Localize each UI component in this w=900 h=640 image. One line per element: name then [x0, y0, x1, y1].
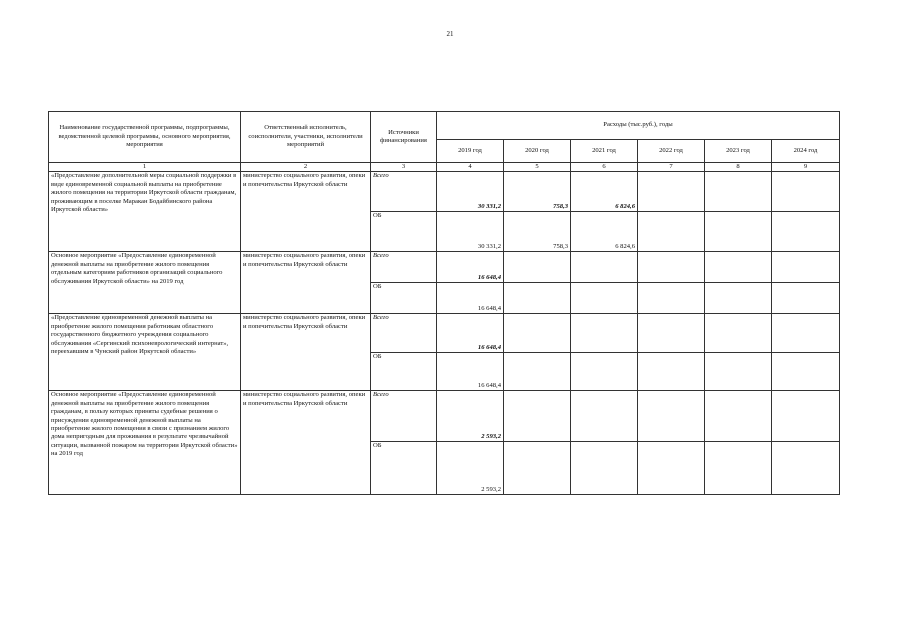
expense-cell: 758,3 [504, 172, 571, 212]
header-year: 2021 год [571, 140, 638, 163]
column-number: 9 [772, 163, 840, 172]
expense-cell [705, 252, 772, 283]
expense-cell [705, 442, 772, 495]
table-body [49, 172, 840, 495]
expense-cell [705, 391, 772, 442]
expense-cell [571, 283, 638, 314]
expense-cell [638, 391, 705, 442]
header-year: 2024 год [772, 140, 840, 163]
column-number: 1 [49, 163, 241, 172]
expense-cell: 16 648,4 [437, 252, 504, 283]
expense-cell [772, 283, 840, 314]
program-description: «Предоставление единовременной денежной выплаты на приобретение жилого помещения работникам областного государственного бюджетного учреждения социального обслуживания «Сергинский психоневрологический интернат», переехавшим в Чунский район Иркутской области» [49, 314, 241, 391]
funding-source-cell: ОБ [371, 212, 437, 252]
expense-cell: 16 648,4 [437, 283, 504, 314]
expense-cell [571, 442, 638, 495]
expense-cell [705, 353, 772, 391]
expense-cell [772, 442, 840, 495]
header-source: Источники финансирования [371, 112, 437, 163]
column-number: 5 [504, 163, 571, 172]
expense-cell [638, 353, 705, 391]
expense-cell [504, 442, 571, 495]
header-expenses: Расходы (тыс.руб.), годы [437, 112, 840, 140]
column-number: 3 [371, 163, 437, 172]
expense-cell [772, 252, 840, 283]
header-year: 2020 год [504, 140, 571, 163]
column-number: 7 [638, 163, 705, 172]
expense-cell [571, 391, 638, 442]
program-description: Основное мероприятие «Предоставление единовременной денежной выплаты на приобретение жилого помещения гражданам, в пользу которых приняты судебные решения о присуждении единовременной денежной выплаты на приобретение жилого помещения в связи с признанием жилого дома непригодным для проживания в результате чрезвычайной ситуации, вызванной пожаром на территории Иркутской области» на 2019 год [49, 391, 241, 495]
budget-table [48, 111, 840, 495]
expense-cell [772, 353, 840, 391]
expense-cell [705, 314, 772, 353]
header-executor: Ответственный исполнитель, соисполнители, участники, исполнители мероприятий [241, 112, 371, 163]
program-description: «Предоставление дополнительной меры социальной поддержки в виде единовременной социальной выплаты на приобретение жилого помещения на территории Иркутской области гражданам, проживающим в поселке Маракан Бодайбинского района Иркутской области» [49, 172, 241, 252]
executor-cell: министерство социального развития, опеки и попечительства Иркутской области [241, 172, 371, 252]
header-name: Наименование государственной программы, подпрограммы, ведомственной целевой программы, основного мероприятия, мероприятия [49, 112, 241, 163]
funding-source-cell: ОБ [371, 353, 437, 391]
table-row [49, 172, 840, 212]
executor-cell: министерство социального развития, опеки и попечительства Иркутской области [241, 391, 371, 495]
column-number: 4 [437, 163, 504, 172]
expense-cell: 2 593,2 [437, 442, 504, 495]
expense-cell [504, 314, 571, 353]
table-header [49, 112, 840, 172]
expense-cell [772, 172, 840, 212]
header-year: 2019 год [437, 140, 504, 163]
expense-cell: 30 331,2 [437, 172, 504, 212]
expense-cell [638, 212, 705, 252]
expense-cell: 16 648,4 [437, 314, 504, 353]
expense-cell: 6 824,6 [571, 212, 638, 252]
page-number: 21 [446, 30, 454, 38]
expense-cell [705, 283, 772, 314]
header-year: 2022 год [638, 140, 705, 163]
expense-cell [705, 212, 772, 252]
funding-source-cell: Всего [371, 252, 437, 283]
expense-cell [638, 442, 705, 495]
expense-cell [504, 353, 571, 391]
expense-cell [504, 391, 571, 442]
expense-cell [638, 252, 705, 283]
expense-cell [504, 283, 571, 314]
table-row [49, 314, 840, 353]
expense-cell [638, 172, 705, 212]
table-row [49, 391, 840, 442]
expense-cell [638, 283, 705, 314]
expense-cell: 30 331,2 [437, 212, 504, 252]
column-number: 2 [241, 163, 371, 172]
funding-source-cell: ОБ [371, 283, 437, 314]
funding-source-cell: Всего [371, 172, 437, 212]
column-number-row [49, 163, 840, 172]
expense-cell [504, 252, 571, 283]
expense-cell: 758,3 [504, 212, 571, 252]
executor-cell: министерство социального развития, опеки и попечительства Иркутской области [241, 314, 371, 391]
expense-cell [638, 314, 705, 353]
column-number: 6 [571, 163, 638, 172]
executor-cell: министерство социального развития, опеки и попечительства Иркутской области [241, 252, 371, 314]
expense-cell: 16 648,4 [437, 353, 504, 391]
expense-cell [571, 353, 638, 391]
funding-source-cell: Всего [371, 314, 437, 353]
expense-cell [772, 212, 840, 252]
expense-cell: 6 824,6 [571, 172, 638, 212]
table-row [49, 252, 840, 283]
expense-cell [772, 391, 840, 442]
expense-cell [571, 314, 638, 353]
expense-cell [571, 252, 638, 283]
funding-source-cell: Всего [371, 391, 437, 442]
column-number: 8 [705, 163, 772, 172]
expense-cell [772, 314, 840, 353]
expense-cell [705, 172, 772, 212]
header-year: 2023 год [705, 140, 772, 163]
funding-source-cell: ОБ [371, 442, 437, 495]
program-description: Основное мероприятие «Предоставление единовременной денежной выплаты на приобретение жилого помещения отдельным категориям работников организаций социального обслуживания Иркутской области» на 2019 год [49, 252, 241, 314]
expense-cell: 2 593,2 [437, 391, 504, 442]
